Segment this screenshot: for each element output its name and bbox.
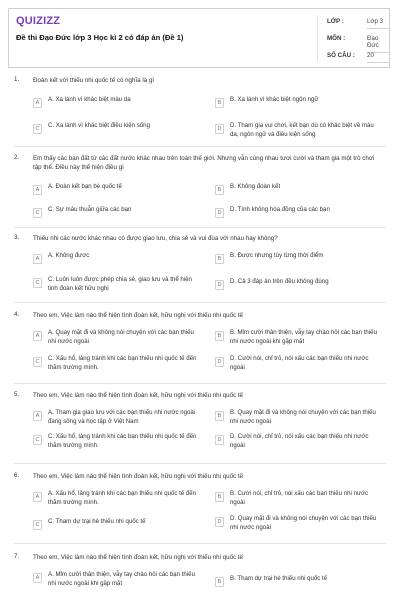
option-b[interactable] — [215, 96, 385, 112]
option-d[interactable] — [215, 206, 385, 222]
option-letter-box: A — [33, 185, 42, 195]
meta-label: LỚP : — [327, 18, 344, 25]
option-d[interactable] — [215, 278, 385, 294]
option-d[interactable] — [215, 355, 385, 371]
option-c[interactable] — [33, 276, 203, 292]
option-text: B. Cười nói, chỉ trỏ, nói xấu các bạn thiếu nhi nước ngoài — [230, 490, 369, 506]
question-number: 2. — [14, 154, 20, 161]
option-text: C. Xấu hổ, lảng tránh khi các bạn thiếu nhi quốc tế đến thăm trường mình. — [48, 433, 197, 449]
option-letter-box: D — [215, 357, 224, 367]
question-text: Em thấy các bạn đất từ các đất nước khác nhau trên toàn thế giới. Nhưng vẫn cùng nhau tươi cười và tham gia một trò chơi tập thể. Điều này thể hiện điều gì — [33, 155, 375, 171]
question-number: 4. — [14, 311, 20, 318]
question-text: Theo em, Việc làm nào thể hiện tình đoàn kết, hữu nghị với thiếu nhi quốc tế — [33, 473, 244, 480]
option-text: A. Xa lánh vì khác biệt màu da — [48, 96, 131, 103]
question-divider — [14, 543, 386, 544]
option-letter-box: A — [33, 411, 42, 421]
option-text: A. Không được — [48, 252, 90, 259]
option-c[interactable] — [33, 433, 203, 449]
option-a[interactable] — [33, 571, 203, 587]
option-letter-box: A — [33, 254, 42, 264]
option-letter-box: A — [33, 573, 42, 583]
option-b[interactable] — [215, 575, 385, 591]
question-text: Thiếu nhi các nước khác nhau có được giao lưu, chia sẻ và vui đùa với nhau hay không? — [33, 235, 278, 242]
option-text: C. Xa lánh vì khác biệt điều kiện sống — [48, 122, 150, 129]
option-text: B. Xa lánh vì khác biệt ngôn ngữ — [230, 96, 319, 103]
question-divider — [14, 383, 386, 384]
option-text: B. Được nhưng tùy từng thời điểm — [230, 252, 324, 259]
option-a[interactable] — [33, 96, 203, 112]
option-text: D. Cười nói, chỉ trỏ, nói xấu các bạn thiếu nhi nước ngoài — [230, 433, 369, 449]
option-letter-box: D — [215, 517, 224, 527]
question-divider — [14, 146, 386, 147]
quizizz-logo: QUIZIZZ — [16, 15, 61, 27]
option-text: B. Quay mặt đi và không nói chuyện với các bạn thiếu nhi nước ngoài — [230, 409, 376, 425]
option-a[interactable] — [33, 183, 203, 199]
option-c[interactable] — [33, 206, 203, 222]
option-text: D. Tính không hòa đồng của các bạn — [230, 206, 330, 213]
meta-label: MÔN : — [327, 35, 346, 42]
question-divider — [14, 302, 386, 303]
worksheet-header — [8, 8, 390, 68]
option-a[interactable] — [33, 252, 203, 268]
option-a[interactable] — [33, 329, 203, 345]
header-divider — [317, 15, 318, 61]
meta-panel — [327, 18, 389, 69]
option-text: D. Cười nói, chỉ trỏ, nói xấu các bạn thiếu nhi nước ngoài — [230, 355, 369, 371]
option-letter-box: D — [215, 208, 224, 218]
option-text: B. Không đoàn kết — [230, 183, 281, 190]
option-letter-box: B — [215, 411, 224, 421]
question-text: Theo em, Việc làm nào thể hiện tình đoàn kết, hữu nghị với thiếu nhi quốc tế — [33, 554, 244, 561]
option-b[interactable] — [215, 252, 385, 268]
option-d[interactable] — [215, 122, 385, 138]
option-letter-box: B — [215, 577, 224, 587]
option-text: D. Quay mặt đi và không nói chuyện với các bạn thiếu nhi nước ngoài — [230, 515, 377, 531]
option-letter-box: D — [215, 280, 224, 290]
option-letter-box: C — [33, 208, 42, 218]
option-d[interactable] — [215, 433, 385, 449]
option-letter-box: B — [215, 492, 224, 502]
option-text: C. Xấu hổ, lảng tránh khi các bạn thiếu nhi quốc tế đến thăm trường mình. — [48, 355, 197, 371]
meta-row-subject — [327, 35, 389, 52]
option-text: B. Tham dự trại hè thiếu nhi quốc tế — [230, 575, 328, 582]
meta-value: Đạo Đức — [367, 35, 389, 53]
option-letter-box: B — [215, 254, 224, 264]
option-letter-box: A — [33, 98, 42, 108]
option-letter-box: D — [215, 435, 224, 445]
option-text: C. Sự mâu thuẫn giữa các bạn — [48, 206, 132, 213]
option-text: A. Mỉm cười thân thiện, vẫy tay chào hỏi các bạn thiếu nhi nước ngoài khi gặp mặt — [48, 571, 195, 587]
option-b[interactable] — [215, 409, 385, 425]
option-letter-box: C — [33, 435, 42, 445]
option-text: D. Tham gia vui chơi, kết bạn dù có khác biệt về màu da, ngôn ngữ và điều kiện sống — [230, 122, 374, 138]
option-a[interactable] — [33, 409, 203, 425]
option-letter-box: C — [33, 357, 42, 367]
option-letter-box: C — [33, 278, 42, 288]
question-number: 5. — [14, 391, 20, 398]
option-letter-box: B — [215, 185, 224, 195]
option-letter-box: C — [33, 124, 42, 134]
option-c[interactable] — [33, 122, 203, 138]
meta-value: Lớp 3 — [367, 18, 389, 29]
option-letter-box: C — [33, 520, 42, 530]
meta-row-count — [327, 52, 389, 69]
question-text: Theo em, Việc làm nào thể hiện tình đoàn kết, hữu nghị với thiếu nhi quốc tế — [33, 312, 244, 319]
question-number: 7. — [14, 553, 20, 560]
option-text: D. Cả 3 đáp án trên đều không đúng — [230, 278, 329, 285]
meta-value: 20 — [367, 52, 389, 63]
option-a[interactable] — [33, 490, 203, 506]
option-b[interactable] — [215, 183, 385, 199]
option-letter-box: B — [215, 331, 224, 341]
option-b[interactable] — [215, 490, 385, 506]
meta-label: SỐ CÂU : — [327, 52, 355, 59]
option-letter-box: A — [33, 331, 42, 341]
option-text: A. Tham gia giao lưu với các bạn thiếu nhi nước ngoài đang sống và học tập ở Việt Nam — [48, 409, 196, 425]
question-divider — [14, 227, 386, 228]
question-text: Đoàn kết với thiếu nhi quốc tế có nghĩa là gì — [33, 77, 155, 84]
option-c[interactable] — [33, 355, 203, 371]
option-text: A. Đoàn kết bạn bè quốc tế — [48, 183, 122, 190]
question-number: 6. — [14, 472, 20, 479]
option-c[interactable] — [33, 518, 203, 534]
question-number: 3. — [14, 234, 20, 241]
option-b[interactable] — [215, 329, 385, 345]
question-text: Theo em, Việc làm nào thể hiện tình đoàn kết, hữu nghị với thiếu nhi quốc tế — [33, 392, 244, 399]
question-divider — [14, 463, 386, 464]
option-d[interactable] — [215, 515, 385, 531]
option-letter-box: D — [215, 124, 224, 134]
option-letter-box: B — [215, 98, 224, 108]
meta-row-class — [327, 18, 389, 35]
option-text: B. Mỉm cười thân thiện, vẫy tay chào hỏi các bạn thiếu nhi nước ngoài khi gặp mặt — [230, 329, 377, 345]
option-text: C. Luôn luôn được phép chia sẻ, giao lưu và thể hiện tinh đoàn kết hữu nghị — [48, 276, 192, 292]
option-letter-box: A — [33, 492, 42, 502]
option-text: C. Tham dự trại hè thiếu nhi quốc tế — [48, 518, 146, 525]
option-text: A. Xấu hổ, lảng tránh khi các bạn thiếu nhi quốc tế đến thăm trường mình. — [48, 490, 197, 506]
option-text: A. Quay mặt đi và không nói chuyện với các bạn thiếu nhi nước ngoài — [48, 329, 194, 345]
question-number: 1. — [14, 76, 20, 83]
document-title: Đề thi Đạo Đức lớp 3 Học kì 2 có đáp án (Đề 1) — [16, 33, 184, 42]
